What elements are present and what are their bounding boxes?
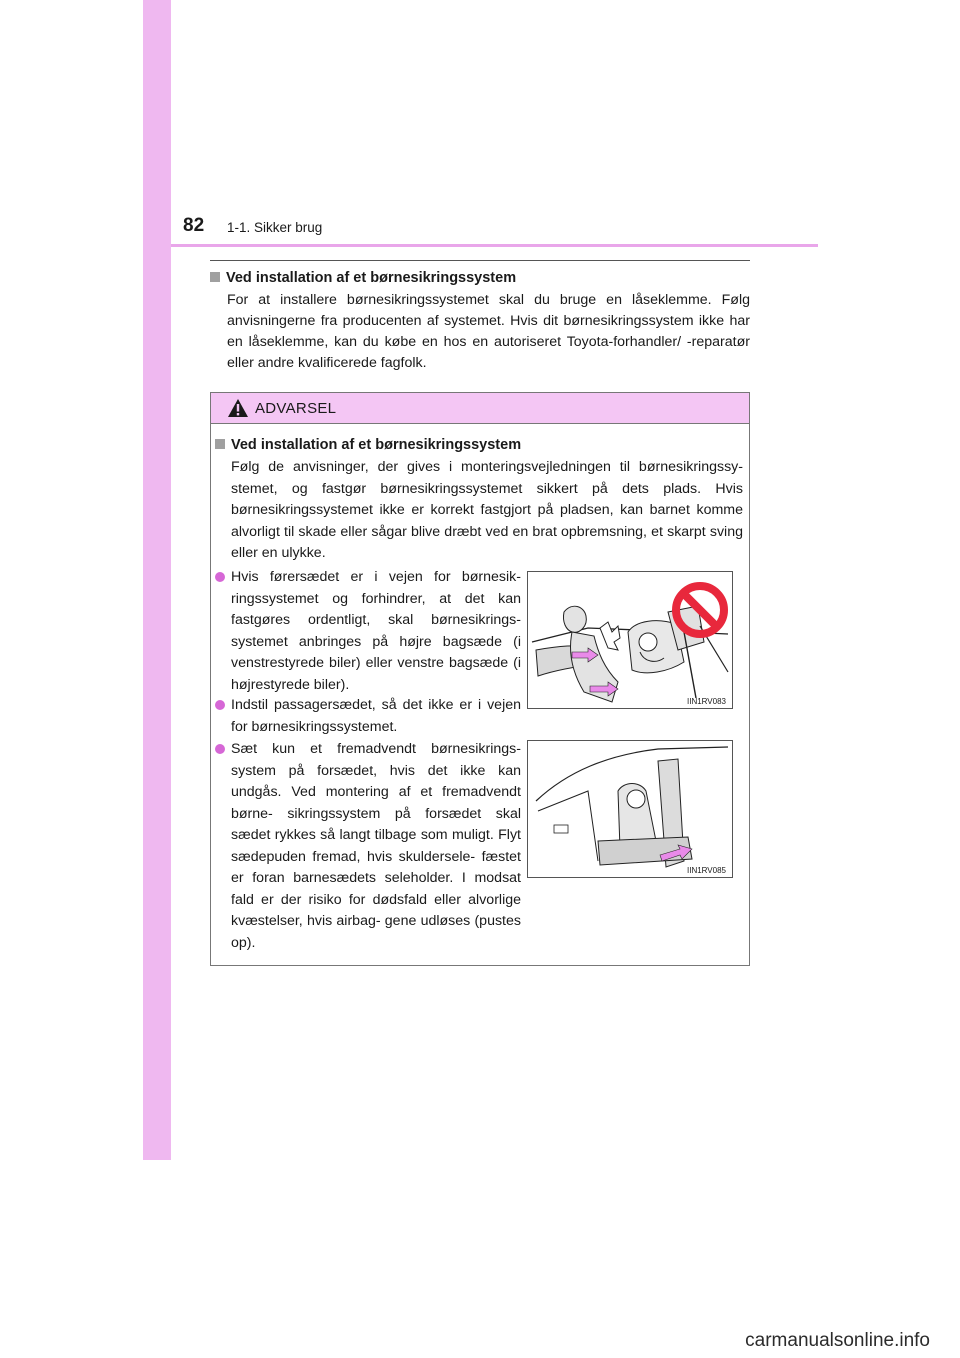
- warning-bullet: [215, 739, 521, 954]
- bullet-text: Hvis førersædet er i vejen for børnesik- ringssystemet og forhindrer, at det kan fastgøres ordentligt, skal børnesikrings- systemet anbringes på højre bagsæde (i venstrestyrede biler) eller venstre bagsæde (i højrestyrede biler).: [231, 569, 521, 693]
- intro-heading: Ved installation af et børnesikringssystem: [226, 270, 517, 286]
- header-rule: [171, 244, 818, 247]
- intro-section: [210, 270, 750, 374]
- side-tab-bar: [143, 0, 171, 1160]
- bullet-dot-icon: [215, 572, 225, 582]
- warning-triangle-icon: [228, 399, 248, 417]
- warning-heading-row: [215, 437, 521, 453]
- page-number: 82: [183, 215, 205, 236]
- front-seat-child-illustration: [528, 741, 732, 877]
- bullet-dot-icon: [215, 700, 225, 710]
- warning-title: ADVARSEL: [255, 400, 337, 417]
- intro-paragraph: For at installere børnesikringssystemet skal du bruge en låseklemme. Følg anvisningerne fra producenten af systemet. Hvis dit børnesikringssystem ikke har en låseklemme, kan du købe en hos en autoriseret Toyota-forhandler/ -reparatør eller andre kvalificerede fagfolk.: [227, 292, 750, 371]
- square-bullet-icon: [210, 272, 220, 282]
- bullet-dot-icon: [215, 744, 225, 754]
- square-bullet-icon: [215, 439, 225, 449]
- warning-heading: Ved installation af et børnesikringssystem: [231, 437, 522, 453]
- warning-bullet: [215, 695, 521, 738]
- section-title: 1-1. Sikker brug: [227, 220, 323, 235]
- intro-heading-row: [210, 270, 750, 286]
- figure-front-seat-child-seat: [527, 740, 733, 878]
- figure-driver-seat-prohibited: [527, 571, 733, 709]
- warning-paragraph: Følg de anvisninger, der gives i monteringsvejledningen til børnesikringssy- stemet, og fastgør børnesikringssystemet sikkert på dets plads. Hvis børnesikringssystemet ikke er korrekt fastgjort på pladsen, kan barnet komme alvorligt til skade eller sågar blive dræbt ved en brat opbremsning, et skarpt sving eller en ulykke.: [231, 459, 743, 561]
- warning-box: [210, 392, 750, 966]
- watermark: carmanualsonline.info: [745, 1330, 930, 1351]
- warning-bullet: [215, 567, 521, 696]
- figure-code: IIN1RV085: [687, 866, 726, 875]
- car-interior-illustration: [528, 572, 732, 708]
- warning-header: [211, 393, 749, 424]
- bullet-text: Indstil passagersædet, så det ikke er i vejen for børnesikringssystemet.: [231, 697, 521, 735]
- figure-code: IIN1RV083: [687, 697, 726, 706]
- bullet-text: Sæt kun et fremadvendt børnesikrings- system på forsædet, hvis det ikke kan undgås. Ved montering af et fremadvendt børne- sikringssystem på forsædet skal sædet rykkes så langt tilbage som muligt. Flyt sædepuden fremad, hvis skuldersele- fæstet er foran barnesædets seleholder. I modsat fald er der risiko for dødsfald eller alvorlige kvæstelser, hvis airbag- gene udløses (pustes op).: [231, 741, 521, 951]
- divider: [210, 260, 750, 261]
